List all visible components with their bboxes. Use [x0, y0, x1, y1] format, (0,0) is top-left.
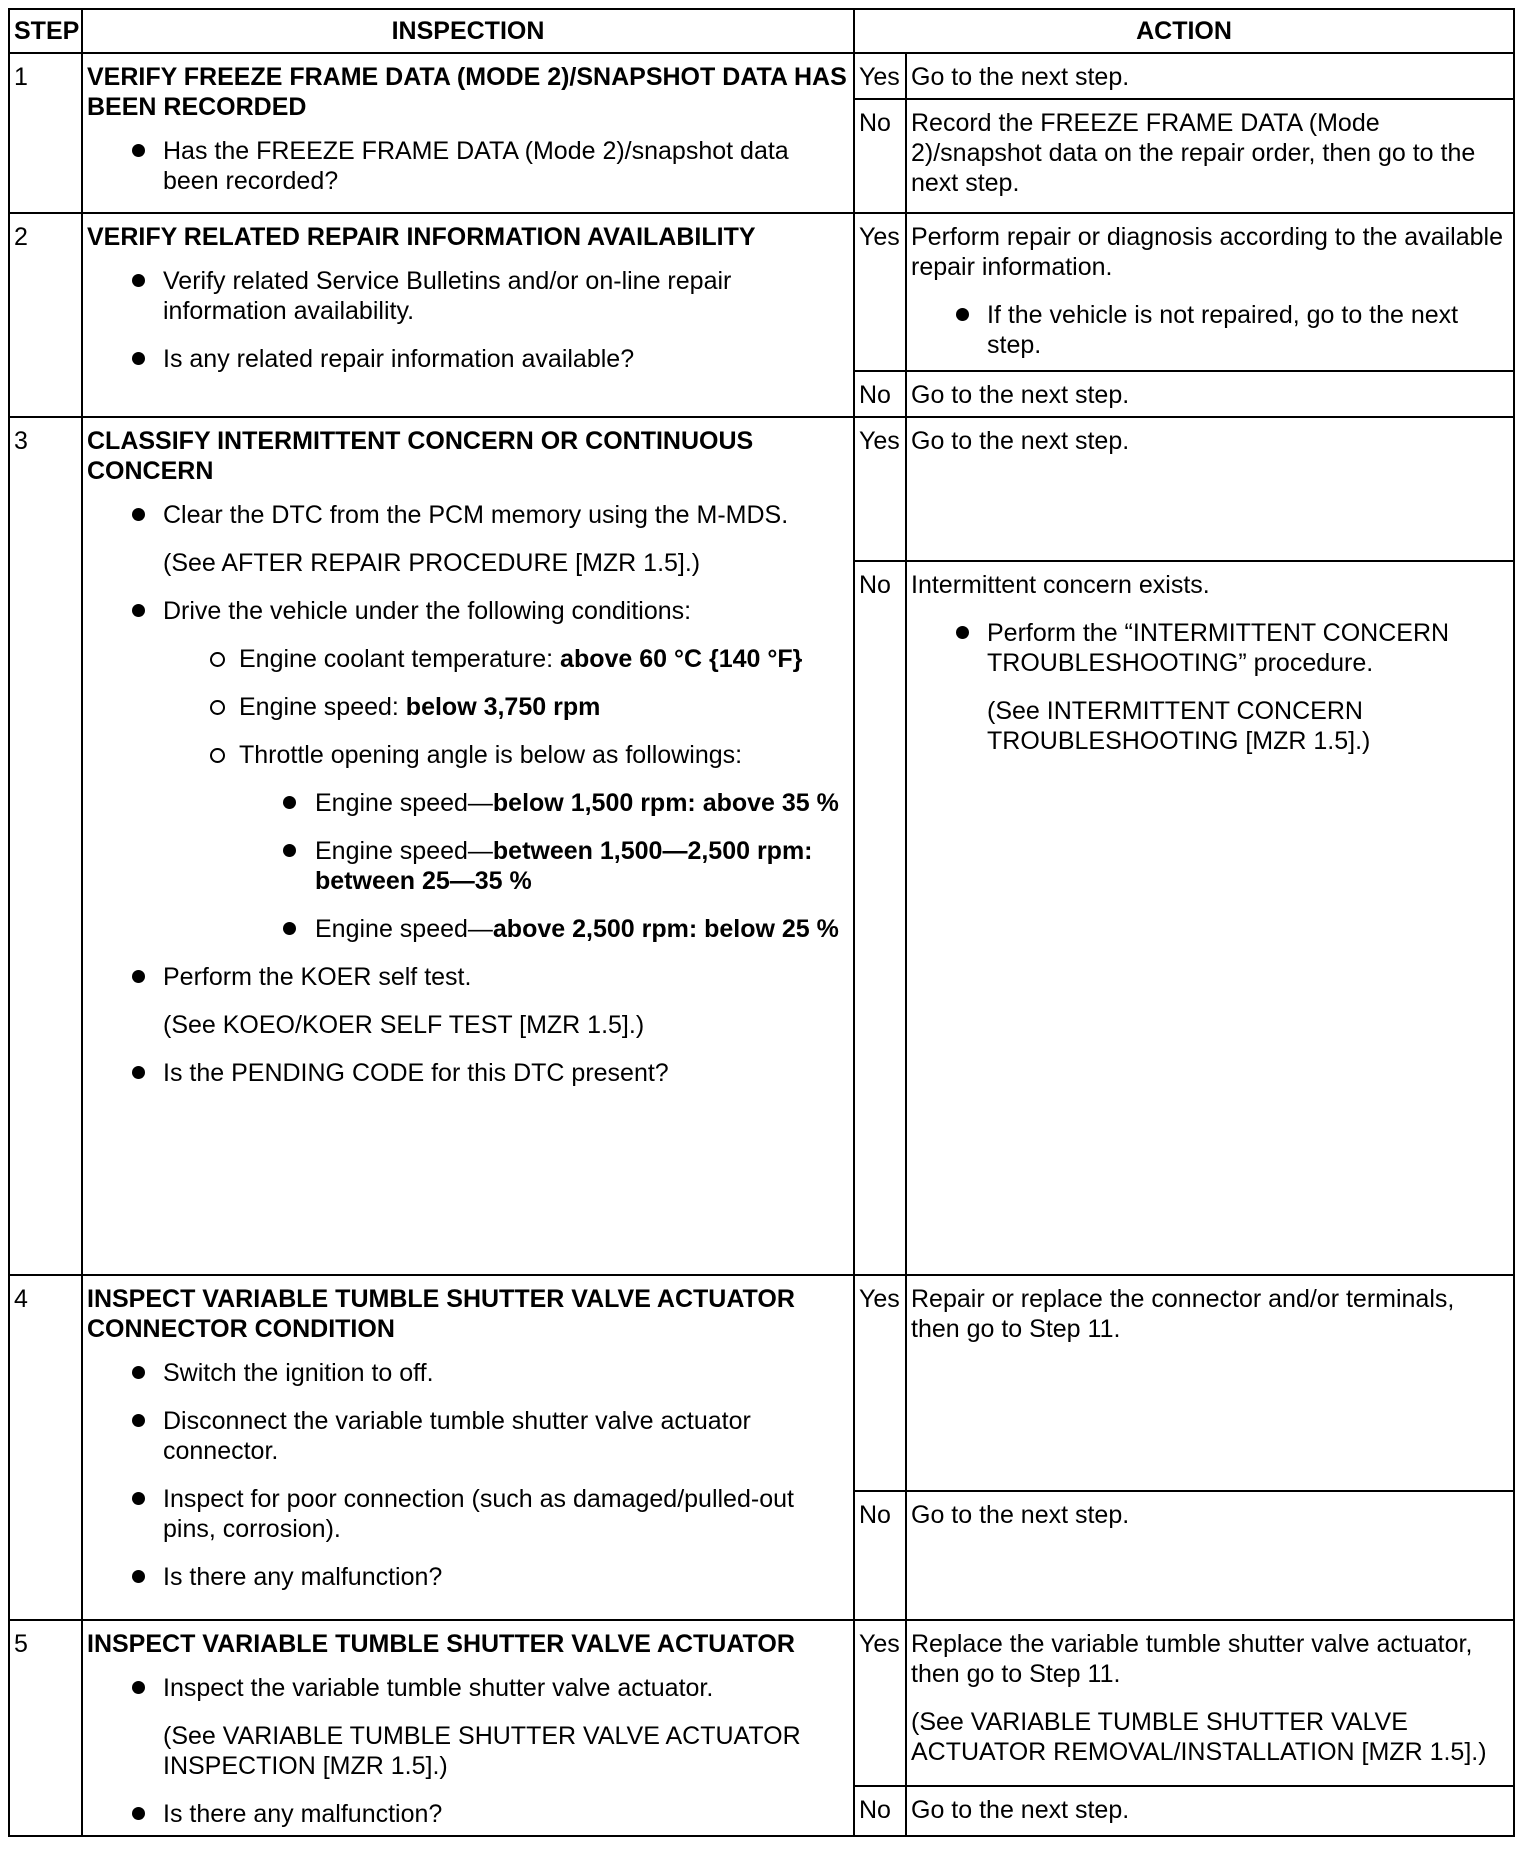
step-4-yes-row — [9, 1275, 1514, 1491]
step-heading: VERIFY FREEZE FRAME DATA (MODE 2)/SNAPSHOT DATA HAS BEEN RECORDED — [87, 63, 847, 121]
reference-text: (See KOEO/KOER SELF TEST [MZR 1.5].) — [163, 1011, 645, 1039]
header-inspection: INSPECTION — [82, 9, 854, 53]
no-action: Go to the next step. — [906, 1786, 1514, 1836]
bullet-item: Verify related Service Bulletins and/or on-line repair information availability. — [87, 266, 849, 326]
sub-condition-label: Engine speed— — [315, 789, 493, 817]
yes-action: Go to the next step. — [906, 53, 1514, 99]
reference-text: (See INTERMITTENT CONCERN TROUBLESHOOTING [MZR 1.5].) — [987, 697, 1371, 755]
condition-item — [87, 692, 849, 722]
reference-text: (See AFTER REPAIR PROCEDURE [MZR 1.5].) — [163, 549, 701, 577]
sub-condition-item — [87, 836, 849, 896]
yes-label: Yes — [854, 1620, 906, 1786]
step-inspection — [82, 1620, 854, 1836]
sub-condition-label: Engine speed— — [315, 837, 493, 865]
step-number: 5 — [9, 1620, 82, 1836]
yes-label: Yes — [854, 53, 906, 99]
sub-condition-value: below 1,500 rpm: above 35 % — [492, 789, 839, 817]
header-row — [9, 9, 1514, 53]
condition-label: Engine coolant temperature: — [239, 645, 561, 673]
yes-action: Replace the variable tumble shutter valve actuator, then go to Step 11. — [911, 1630, 1473, 1688]
sub-condition-label: Engine speed— — [315, 915, 493, 943]
bullet-item: Is any related repair information available? — [87, 344, 849, 374]
no-action-cell — [906, 561, 1514, 1275]
reference-text: (See VARIABLE TUMBLE SHUTTER VALVE ACTUATOR INSPECTION [MZR 1.5].) — [163, 1722, 801, 1780]
action-bullet: Perform the “INTERMITTENT CONCERN TROUBLESHOOTING” procedure. — [911, 618, 1509, 678]
condition-value: below 3,750 rpm — [405, 693, 601, 721]
yes-action-cell — [906, 213, 1514, 371]
step-number: 2 — [9, 213, 82, 417]
step-heading: INSPECT VARIABLE TUMBLE SHUTTER VALVE ACTUATOR CONNECTOR CONDITION — [87, 1285, 795, 1343]
bullet-item: Clear the DTC from the PCM memory using the M-MDS. — [87, 500, 849, 530]
yes-action: Go to the next step. — [906, 417, 1514, 561]
reference-text: (See VARIABLE TUMBLE SHUTTER VALVE ACTUATOR REMOVAL/INSTALLATION [MZR 1.5].) — [911, 1708, 1487, 1766]
condition-item — [87, 644, 849, 674]
step-3-yes-row — [9, 417, 1514, 561]
yes-label: Yes — [854, 417, 906, 561]
no-action: Intermittent concern exists. — [911, 571, 1210, 599]
condition-label: Engine speed: — [239, 693, 406, 721]
step-inspection — [82, 53, 854, 213]
no-label: No — [854, 1491, 906, 1620]
yes-label: Yes — [854, 1275, 906, 1491]
step-number: 3 — [9, 417, 82, 1275]
document-page — [8, 8, 1513, 1837]
step-inspection — [82, 417, 854, 1275]
sub-condition-item — [87, 788, 849, 818]
no-action: Record the FREEZE FRAME DATA (Mode 2)/snapshot data on the repair order, then go to the next step. — [906, 99, 1514, 213]
bullet-item: Disconnect the variable tumble shutter valve actuator connector. — [87, 1406, 849, 1466]
bullet-item: Has the FREEZE FRAME DATA (Mode 2)/snapshot data been recorded? — [87, 136, 849, 196]
bullet-item: Is there any malfunction? — [87, 1562, 849, 1592]
bullet-item: Switch the ignition to off. — [87, 1358, 849, 1388]
no-label: No — [854, 371, 906, 417]
bullet-item: Is there any malfunction? — [87, 1799, 849, 1829]
yes-action-cell — [906, 1620, 1514, 1786]
step-5-yes-row — [9, 1620, 1514, 1786]
yes-label: Yes — [854, 213, 906, 371]
diagnostic-table — [8, 8, 1515, 1837]
action-bullet: If the vehicle is not repaired, go to the next step. — [911, 300, 1509, 360]
bullet-item: Inspect for poor connection (such as damaged/pulled-out pins, corrosion). — [87, 1484, 849, 1544]
bullet-item: Drive the vehicle under the following conditions: — [87, 596, 849, 626]
bullet-item: Perform the KOER self test. — [87, 962, 849, 992]
yes-action: Repair or replace the connector and/or terminals, then go to Step 11. — [906, 1275, 1514, 1491]
no-label: No — [854, 99, 906, 213]
condition-item: Throttle opening angle is below as followings: — [87, 740, 849, 770]
step-inspection — [82, 1275, 854, 1620]
step-heading: VERIFY RELATED REPAIR INFORMATION AVAILABILITY — [87, 223, 756, 251]
header-step: STEP — [9, 9, 82, 53]
yes-action: Perform repair or diagnosis according to the available repair information. — [911, 223, 1503, 281]
no-action: Go to the next step. — [906, 371, 1514, 417]
header-action: ACTION — [854, 9, 1514, 53]
bullet-item: Inspect the variable tumble shutter valve actuator. — [87, 1673, 849, 1703]
no-label: No — [854, 561, 906, 1275]
step-inspection — [82, 213, 854, 417]
sub-condition-item — [87, 914, 849, 944]
step-number: 4 — [9, 1275, 82, 1620]
no-label: No — [854, 1786, 906, 1836]
step-1-yes-row — [9, 53, 1514, 99]
sub-condition-value: above 2,500 rpm: below 25 % — [492, 915, 839, 943]
step-heading: INSPECT VARIABLE TUMBLE SHUTTER VALVE ACTUATOR — [87, 1630, 795, 1658]
step-heading: CLASSIFY INTERMITTENT CONCERN OR CONTINUOUS CONCERN — [87, 427, 754, 485]
step-2-yes-row — [9, 213, 1514, 371]
step-number: 1 — [9, 53, 82, 213]
condition-value: above 60 °C {140 °F} — [560, 645, 803, 673]
sub-condition-value: between 1,500—2,500 rpm: between 25—35 % — [315, 837, 813, 895]
bullet-item: Is the PENDING CODE for this DTC present? — [87, 1058, 849, 1088]
no-action: Go to the next step. — [906, 1491, 1514, 1620]
